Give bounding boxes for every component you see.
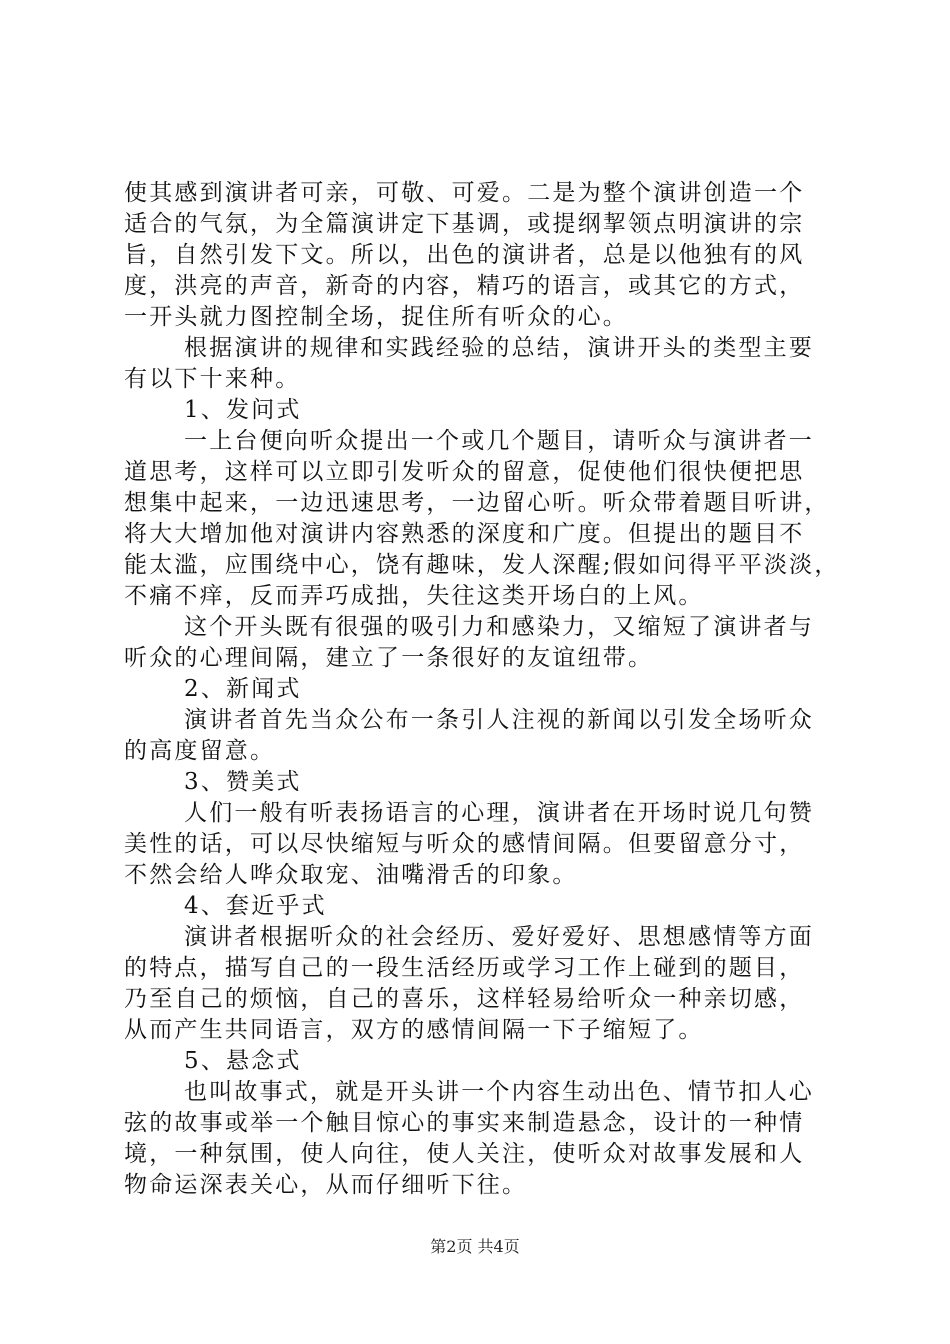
text-line: 道思考，这样可以立即引发听众的留意，促使他们很快便把思 [124,459,805,485]
text-line: 一开头就力图控制全场，捉住所有听众的心。 [124,304,628,330]
section-heading: 5、悬念式 [184,1048,302,1074]
text-line: 能太滥，应围绕中心，饶有趣味，发人深醒;假如问得平平淡淡， [124,552,840,578]
text-line: 度，洪亮的声音，新奇的内容，精巧的语言，或其它的方式， [124,273,805,299]
text-line: 不痛不痒，反而弄巧成拙，失往这类开场白的上风。 [124,583,704,609]
text-line: 从而产生共同语言，双方的感情间隔一下子缩短了。 [124,1017,704,1043]
text-line: 这个开头既有很强的吸引力和感染力，又缩短了演讲者与 [184,614,814,640]
text-line: 人们一般有听表扬语言的心理，演讲者在开场时说几句赞 [184,800,814,826]
text-line: 想集中起来，一边迅速思考，一边留心听。听众带着题目听讲， [124,490,830,516]
text-line: 一上台便向听众提出一个或几个题目，请听众与演讲者一 [184,428,814,454]
page-number-footer: 第2页 共4页 [430,1237,520,1256]
text-line: 美性的话，可以尽快缩短与听众的感情间隔。但要留意分寸， [124,831,805,857]
text-line: 有以下十来种。 [124,366,301,392]
text-line: 旨，自然引发下文。所以，出色的演讲者，总是以他独有的风 [124,242,805,268]
text-line: 演讲者首先当众公布一条引人注视的新闻以引发全场听众 [184,707,814,733]
text-line: 使其感到演讲者可亲，可敬、可爱。二是为整个演讲创造一个 [124,180,805,206]
text-line: 的特点，描写自己的一段生活经历或学习工作上碰到的题目， [124,955,805,981]
text-line: 根据演讲的规律和实践经验的总结，演讲开头的类型主要 [184,335,814,361]
section-heading: 3、赞美式 [184,769,302,795]
text-line: 物命运深表关心，从而仔细听下往。 [124,1172,528,1198]
section-heading: 2、新闻式 [184,676,302,702]
text-line: 也叫故事式，就是开头讲一个内容生动出色、情节扣人心 [184,1079,814,1105]
text-line: 乃至自己的烦恼，自己的喜乐，这样轻易给听众一种亲切感， [124,986,805,1012]
text-line: 演讲者根据听众的社会经历、爱好爱好、思想感情等方面 [184,924,814,950]
section-heading: 4、套近乎式 [184,893,327,919]
section-heading: 1、发问式 [184,397,302,423]
text-line: 将大大增加他对演讲内容熟悉的深度和广度。但提出的题目不 [124,521,805,547]
text-line: 适合的气氛，为全篇演讲定下基调，或提纲挈领点明演讲的宗 [124,211,805,237]
text-line: 的高度留意。 [124,738,276,764]
text-line: 境，一种氛围，使人向往，使人关注，使听众对故事发展和人 [124,1141,805,1167]
text-line: 弦的故事或举一个触目惊心的事实来制造悬念，设计的一种情 [124,1110,805,1136]
text-line: 不然会给人哗众取宠、油嘴滑舌的印象。 [124,862,578,888]
text-line: 听众的心理间隔，建立了一条很好的友谊纽带。 [124,645,654,671]
